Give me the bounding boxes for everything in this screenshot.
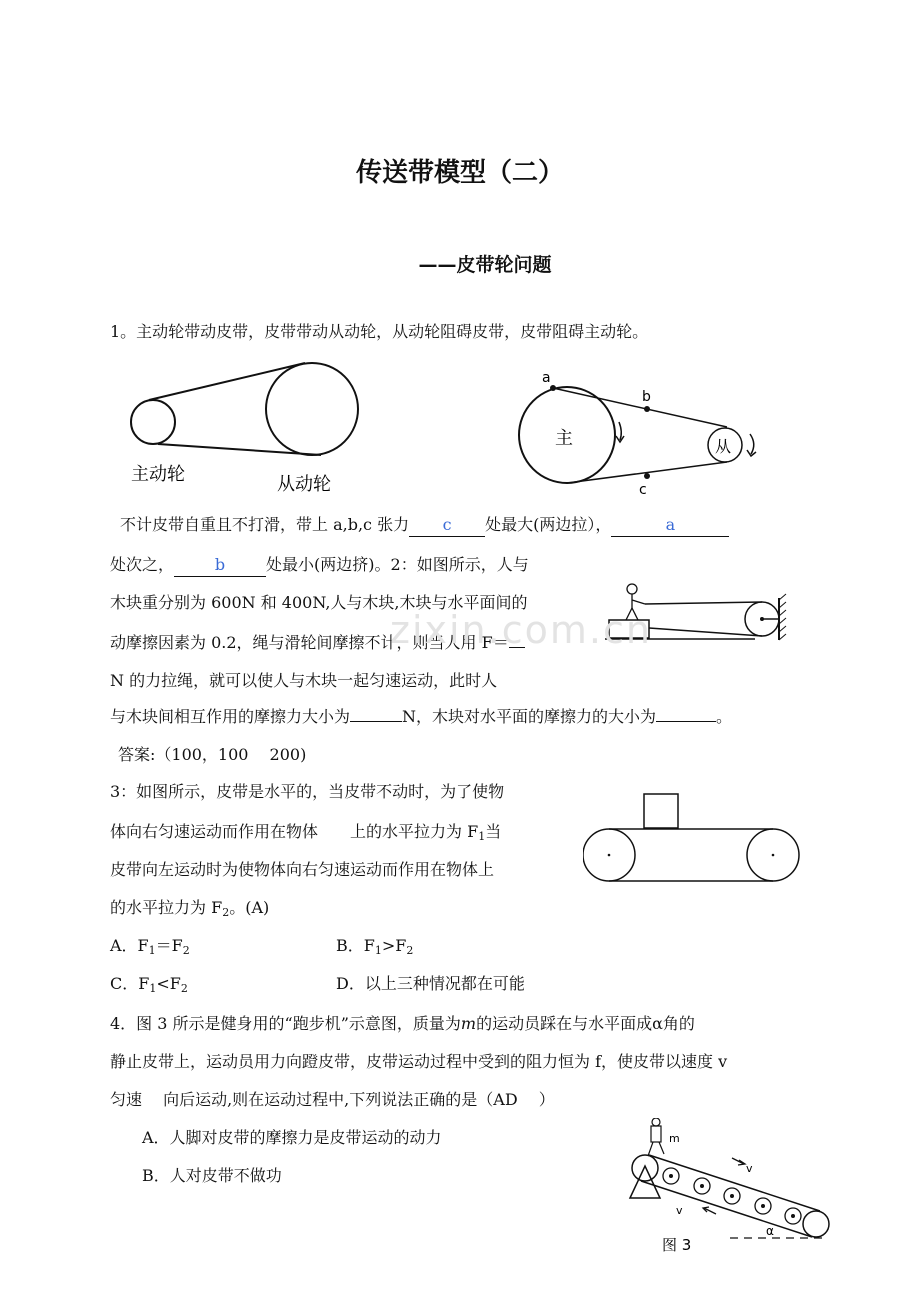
- q3-line2-a: 体向右匀速运动而作用在物体 上的水平拉力为 F: [110, 822, 479, 841]
- q1-labelled-figure: [505, 368, 775, 498]
- q3-sub-1: 1: [478, 830, 486, 843]
- q3-option-b-part2: >F: [381, 936, 407, 955]
- top-roller: [632, 1155, 658, 1181]
- belt-upper: [553, 388, 727, 427]
- belt-rollers: [663, 1168, 801, 1224]
- answer-c[interactable]: c: [409, 514, 485, 537]
- driver-pulley: [131, 400, 175, 444]
- q3-option-a-part1: A．F: [110, 936, 149, 955]
- q2-line4: N 的力拉绳，就可以使人与木块一起匀速运动，此时人: [110, 671, 498, 690]
- q3-line3: 皮带向左运动时为使物体向右匀速运动而作用在物体上: [110, 860, 495, 879]
- q4-line1-b: 的运动员踩在与水平面成α角的: [476, 1014, 695, 1033]
- person-arm: [632, 600, 645, 604]
- q2-line5-b: N，木块对水平面的摩擦力的大小为: [402, 707, 657, 726]
- rotation-arrow-main: [619, 422, 621, 440]
- q4-line1-a: 4．图 3 所示是健身用的“跑步机”示意图，质量为: [110, 1014, 461, 1033]
- q2-line5: [110, 706, 732, 728]
- q4-treadmill-figure: [620, 1118, 835, 1258]
- wall-hatch: [779, 594, 786, 640]
- q4-line1: [110, 1013, 695, 1035]
- right-roller-axle: [772, 854, 775, 857]
- q3-option-c-part1: C．F: [110, 974, 150, 993]
- belt-bottom: [158, 444, 321, 455]
- q3-option-b-part1: B．F: [336, 936, 375, 955]
- q4-option-b[interactable]: B．人对皮带不做功: [142, 1166, 282, 1185]
- label-follower: 从: [715, 437, 732, 456]
- q3-option-a-sub1: 1: [148, 944, 156, 957]
- q1-line2-post: 处最小(两边挤)。: [266, 555, 391, 574]
- point-a: [550, 385, 556, 391]
- q1-text: 1。主动轮带动皮带，皮带带动从动轮，从动轮阻碍皮带，皮带阻碍主动轮。: [110, 322, 649, 341]
- rotation-arrow-follower: [750, 434, 754, 454]
- q2-line1: 2：如图所示，人与: [390, 555, 529, 574]
- answer-b[interactable]: b: [174, 554, 266, 577]
- q4-line3: 匀速 向后运动,则在运动过程中,下列说法正确的是（AD ）: [110, 1090, 555, 1109]
- figure-caption: 图 3: [662, 1236, 692, 1254]
- runner-body: [651, 1126, 661, 1142]
- q2-line5-a: 与木块间相互作用的摩擦力大小为: [110, 707, 351, 726]
- rope-lower: [649, 628, 762, 636]
- q3-option-b-sub1: 1: [374, 944, 382, 957]
- object-block: [644, 794, 678, 828]
- label-driver: 主动轮: [131, 464, 185, 485]
- label-driven: 从动轮: [277, 474, 331, 495]
- q3-option-d[interactable]: D．以上三种情况都在可能: [336, 974, 525, 993]
- page-subtitle: ——皮带轮问题: [418, 254, 552, 276]
- q2-line2: 木块重分别为 600N 和 400N,人与木块,木块与水平面间的: [110, 593, 528, 612]
- velocity-label-lower: v: [676, 1204, 683, 1217]
- q3-option-b[interactable]: [336, 935, 413, 962]
- driven-pulley: [266, 363, 358, 455]
- q3-option-c-sub1: 1: [149, 982, 157, 995]
- runner-leg-2: [659, 1142, 664, 1154]
- blank-friction-1[interactable]: [350, 721, 402, 722]
- label-a: a: [542, 370, 551, 386]
- q2-answer: 答案:（100，100 200): [118, 745, 307, 764]
- q3-option-a[interactable]: [110, 935, 190, 962]
- q3-line2: [110, 821, 501, 848]
- q3-option-c-sub2: 2: [180, 982, 188, 995]
- velocity-label-upper: v: [746, 1162, 753, 1175]
- q1-line2-pre: 处次之，: [110, 555, 175, 574]
- q1-line1-pre: 不计皮带自重且不打滑，带上 a,b,c 张力: [120, 515, 410, 534]
- q3-sub-2: 2: [222, 906, 230, 919]
- q1-line1-mid: 处最大(两边拉）: [485, 515, 596, 534]
- point-c: [644, 473, 650, 479]
- q3-line1: 3：如图所示，皮带是水平的，当皮带不动时，为了使物: [110, 782, 505, 801]
- person-head: [627, 584, 637, 594]
- q1-fill-line2: [110, 554, 529, 577]
- q3-option-a-sub2: 2: [182, 944, 190, 957]
- watermark: zixin.com.cn: [390, 608, 652, 652]
- q2-line5-c: 。: [716, 707, 733, 726]
- belt-top: [149, 363, 305, 400]
- point-b: [644, 406, 650, 412]
- label-b: b: [642, 389, 651, 405]
- q3-line2-b: 当: [485, 822, 502, 841]
- page-title: 传送带模型（二）: [355, 158, 564, 188]
- runner-head: [652, 1118, 660, 1126]
- q1-fill-line1: [120, 514, 729, 537]
- belt-lower: [567, 462, 727, 483]
- angle-label: α: [766, 1224, 774, 1238]
- velocity-arrow-upper: [732, 1158, 744, 1164]
- q4-mass-symbol: m: [460, 1014, 477, 1033]
- q3-line4: [110, 897, 269, 924]
- runner-leg-1: [648, 1142, 653, 1156]
- q3-option-b-sub2: 2: [406, 944, 414, 957]
- blank-friction-2[interactable]: [656, 721, 716, 722]
- left-roller-axle: [608, 854, 611, 857]
- q3-option-c[interactable]: [110, 973, 188, 1000]
- rope-upper: [645, 602, 762, 604]
- q3-option-a-part2: ＝F: [155, 936, 183, 955]
- runner-mass-label: m: [669, 1132, 680, 1145]
- q3-line4-a: 的水平拉力为 F: [110, 898, 223, 917]
- q4-option-a[interactable]: A．人脚对皮带的摩擦力是皮带运动的动力: [142, 1128, 442, 1147]
- label-c: c: [639, 482, 647, 498]
- answer-a[interactable]: a: [611, 514, 729, 537]
- q2-line3-text: 动摩擦因素为 0.2，绳与滑轮间摩擦不计，则当人用 F＝: [110, 633, 509, 652]
- q3-option-c-part2: <F: [156, 974, 181, 993]
- q3-figure: [583, 790, 803, 888]
- q4-line2: 静止皮带上，运动员用力向蹬皮带，皮带运动过程中受到的阻力恒为 f，使皮带以速度 v: [110, 1052, 728, 1071]
- q3-line4-b: 。(A): [229, 898, 270, 917]
- label-main: 主: [555, 428, 573, 449]
- q1-belt-figure: [125, 362, 375, 500]
- q1-line1-sep: ，: [595, 515, 612, 534]
- bottom-roller: [803, 1211, 829, 1237]
